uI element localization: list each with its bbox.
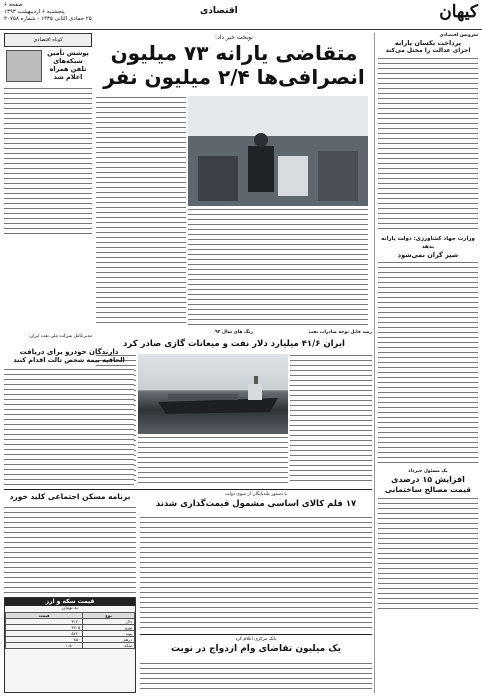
price-cell: ۴۳۰۵ — [6, 625, 83, 631]
price-cell: سکه — [83, 643, 135, 649]
insurance-body — [4, 368, 134, 486]
price-table — [5, 612, 135, 649]
bank-body — [140, 662, 372, 693]
housing-body — [4, 506, 136, 594]
right-kicker: سرویس اقتصادی — [439, 33, 478, 38]
logo-label: کوتاه اقتصادی — [33, 37, 63, 43]
price-col-type: نوع — [83, 613, 135, 619]
housing-story — [4, 492, 136, 502]
right-headline: پرداخت یکسان یارانه — [394, 39, 462, 47]
right-body-2 — [378, 261, 478, 466]
lead-body-lower — [188, 208, 368, 326]
bank-headline: یک میلیون تقاضای وام ازدواج در نوبت — [171, 644, 341, 654]
lead-headline-1: متقاضی یارانه ۷۳ میلیون — [110, 41, 358, 65]
divider — [374, 33, 375, 693]
lead-headline-2: انصرافی‌ها ۲/۴ میلیون نفر — [103, 65, 365, 89]
price-cell: درهم — [83, 637, 135, 643]
insurance-headline-block — [4, 348, 134, 364]
lead-story — [96, 35, 372, 89]
price-cell: ۳۱۲۰ — [6, 619, 83, 625]
oil-body-right — [290, 354, 372, 484]
right-body-1 — [378, 57, 478, 232]
price-col-value: قیمت — [6, 613, 83, 619]
price-title: قیمت سکه و ارز — [5, 598, 135, 606]
price-subtitle: به تومان — [62, 606, 78, 611]
logo-box — [4, 33, 92, 47]
goods-story — [140, 492, 372, 510]
story2-sub: شیر گران نمی‌شود — [397, 251, 459, 259]
insurance-headline: دارندگان خودرو برای دریافت — [19, 348, 119, 356]
right-subhead: اجرای عدالت را مختل می‌کند — [385, 47, 471, 54]
oil-story — [96, 330, 372, 350]
left-body — [4, 87, 92, 237]
price-cell: ۱۰۵۰۰۰۰ — [6, 643, 83, 649]
right-column — [378, 33, 478, 693]
insurance-kicker: مدیرعامل شرکت ملی نفت ایران: — [28, 334, 92, 339]
bank-story — [140, 637, 372, 655]
left-headline-1: پوشش تأمین — [47, 49, 89, 57]
left-headline — [44, 49, 92, 81]
goods-headline: ۱۷ قلم کالای اساسی مشمول قیمت‌گذاری شدند — [155, 499, 357, 509]
page-number: صفحه ۶ — [4, 2, 23, 8]
table-row — [6, 643, 135, 649]
story2-headline: وزارت جهاد کشاورزی: دولت یارانه بدهد — [381, 236, 475, 250]
page-header — [0, 0, 482, 30]
housing-headline: برنامه مسکن اجتماعی کلید خورد — [9, 492, 131, 501]
oil-headline: ایران ۴۱/۶ میلیارد دلار نفت و میعانات گازی صادر کرد — [123, 339, 345, 349]
oil-subkicker: زنگ های سال ۹۲ — [214, 330, 254, 335]
lead-photo — [188, 96, 368, 206]
bank-kicker: بانک مرکزی اعلام کرد — [235, 637, 277, 642]
tanker-icon — [138, 354, 288, 434]
left-headline-2: شبکه‌های — [53, 57, 83, 65]
lead-body-left — [96, 96, 186, 326]
price-box — [4, 597, 136, 693]
price-cell: دلار — [83, 619, 135, 625]
price-cell: ۵۲۲۰ — [6, 631, 83, 637]
tanker-photo — [138, 354, 288, 434]
insurance-story — [4, 334, 92, 340]
mobile-photo — [6, 50, 42, 82]
lead-kicker: نوبخت خبر داد: — [215, 34, 253, 41]
left-column — [4, 33, 92, 333]
story3-kicker: یک مسئول خبرداد — [408, 469, 448, 474]
section-title: اقتصادی — [200, 6, 238, 16]
oil-body-mid — [138, 436, 288, 484]
date-line: پنجشنبه ۶ اردیبهشت ۱۳۹۳ — [4, 9, 65, 15]
right-body-3 — [378, 497, 478, 609]
price-cell: یورو — [83, 625, 135, 631]
price-cell: پوند — [83, 631, 135, 637]
speaker-photo — [188, 96, 368, 206]
oil-kicker: رشد قابل توجه صادرات نفت — [308, 330, 372, 335]
story3-headline: افزایش ۱۵ درصدی — [391, 475, 465, 484]
goods-body — [140, 516, 372, 632]
issue-line: ۲۵ جمادی الثانی ۱۴۳۵ - شماره ۲۰۷۵۸ — [4, 16, 92, 22]
issue-meta — [4, 2, 92, 23]
left-headline-4: اعلام شد — [53, 73, 83, 81]
left-headline-3: تلفن همراه — [49, 65, 87, 73]
insurance-headline-2: الحاقیه بیمه شخص ثالث اقدام کنند — [13, 356, 125, 364]
goods-kicker: با دستور بلندپایگان از سوی دولت — [225, 492, 287, 497]
story3-sub: قیمت مصالح ساختمانی — [384, 485, 472, 494]
price-cell: ۸۵۰ — [6, 637, 83, 643]
masthead: کیهان — [439, 2, 478, 22]
